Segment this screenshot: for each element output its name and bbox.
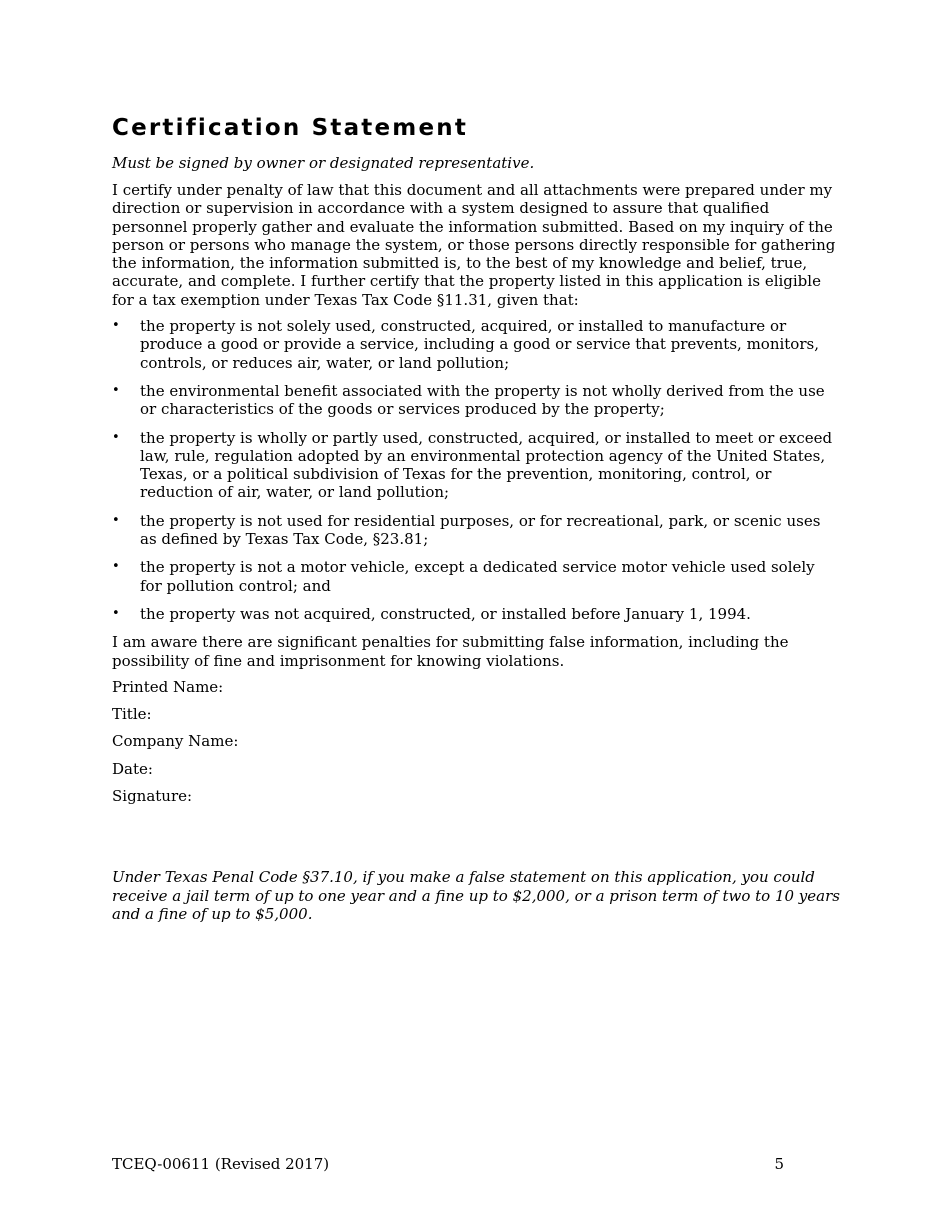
date-field-label: Date:: [112, 759, 153, 778]
list-item: [112, 382, 840, 419]
condition-text: the property is not solely used, constructed, acquired, or installed to manufacture or produce a good or provide a service, including a good or service that prevents, monitors, controls, or reduces air, water, or land pollution;: [140, 317, 819, 372]
bullet-icon: •: [112, 429, 120, 445]
eligibility-conditions-list: [112, 317, 840, 623]
list-item: [112, 429, 840, 502]
certification-paragraph: I certify under penalty of law that this document and all attachments were prepared under my direction or supervision in accordance with a system designed to assure that qualified personnel properly gather and evaluate the information submitted. Based on my inquiry of the person or persons who manage the system, or those persons directly responsible for gathering the information, the information submitted is, to the best of my knowledge and belief, true, accurate, and complete. I further certify that the property listed in this application is eligible for a tax exemption under Texas Tax Code §11.31, given that:: [112, 181, 836, 309]
page-number: 5: [774, 1155, 784, 1173]
list-item: [112, 558, 840, 595]
signature-field-label: Signature:: [112, 787, 193, 806]
printed-name-field-label: Printed Name:: [112, 677, 224, 696]
condition-text: the property was not acquired, constructed, or installed before January 1, 1994.: [140, 604, 751, 623]
bullet-icon: •: [112, 318, 120, 334]
condition-text: the property is not a motor vehicle, except a dedicated service motor vehicle used solely for pollution control; and: [140, 558, 815, 595]
list-item: [112, 317, 840, 372]
bullet-icon: •: [112, 559, 120, 575]
bullet-icon: •: [112, 382, 120, 398]
company-name-field-label: Company Name:: [112, 732, 239, 751]
list-item: [112, 512, 840, 549]
penalty-awareness-paragraph: I am aware there are significant penalties for submitting false information, including the possibility of fine and imprisonment for knowing violations.: [112, 633, 789, 670]
title-field-label: Title:: [112, 705, 152, 724]
bullet-icon: •: [112, 605, 120, 621]
bullet-icon: •: [112, 512, 120, 528]
list-item: [112, 605, 840, 623]
page-title: Certification Statement: [112, 115, 469, 141]
signature-requirement-note: Must be signed by owner or designated representative.: [112, 154, 535, 172]
condition-text: the property is wholly or partly used, constructed, acquired, or installed to meet or exceed law, rule, regulation adopted by an environmental protection agency of the United States, Texas, or a political subdivision of Texas for the prevention, monitoring, control, or reduction of air, water, or land pollution;: [140, 428, 833, 502]
condition-text: the environmental benefit associated with the property is not wholly derived from the use or characteristics of the goods or services produced by the property;: [140, 381, 825, 419]
form-identifier: TCEQ-00611 (Revised 2017): [112, 1155, 330, 1173]
penal-code-warning: Under Texas Penal Code §37.10, if you make a false statement on this application, you could receive a jail term of up to one year and a fine up to $2,000, or a prison term of two to 10 years and a fine of up to $5,000.: [112, 868, 840, 923]
certification-page: [112, 112, 840, 938]
condition-text: the property is not used for residential purposes, or for recreational, park, or scenic uses as defined by Texas Tax Code, §23.81;: [140, 511, 821, 549]
